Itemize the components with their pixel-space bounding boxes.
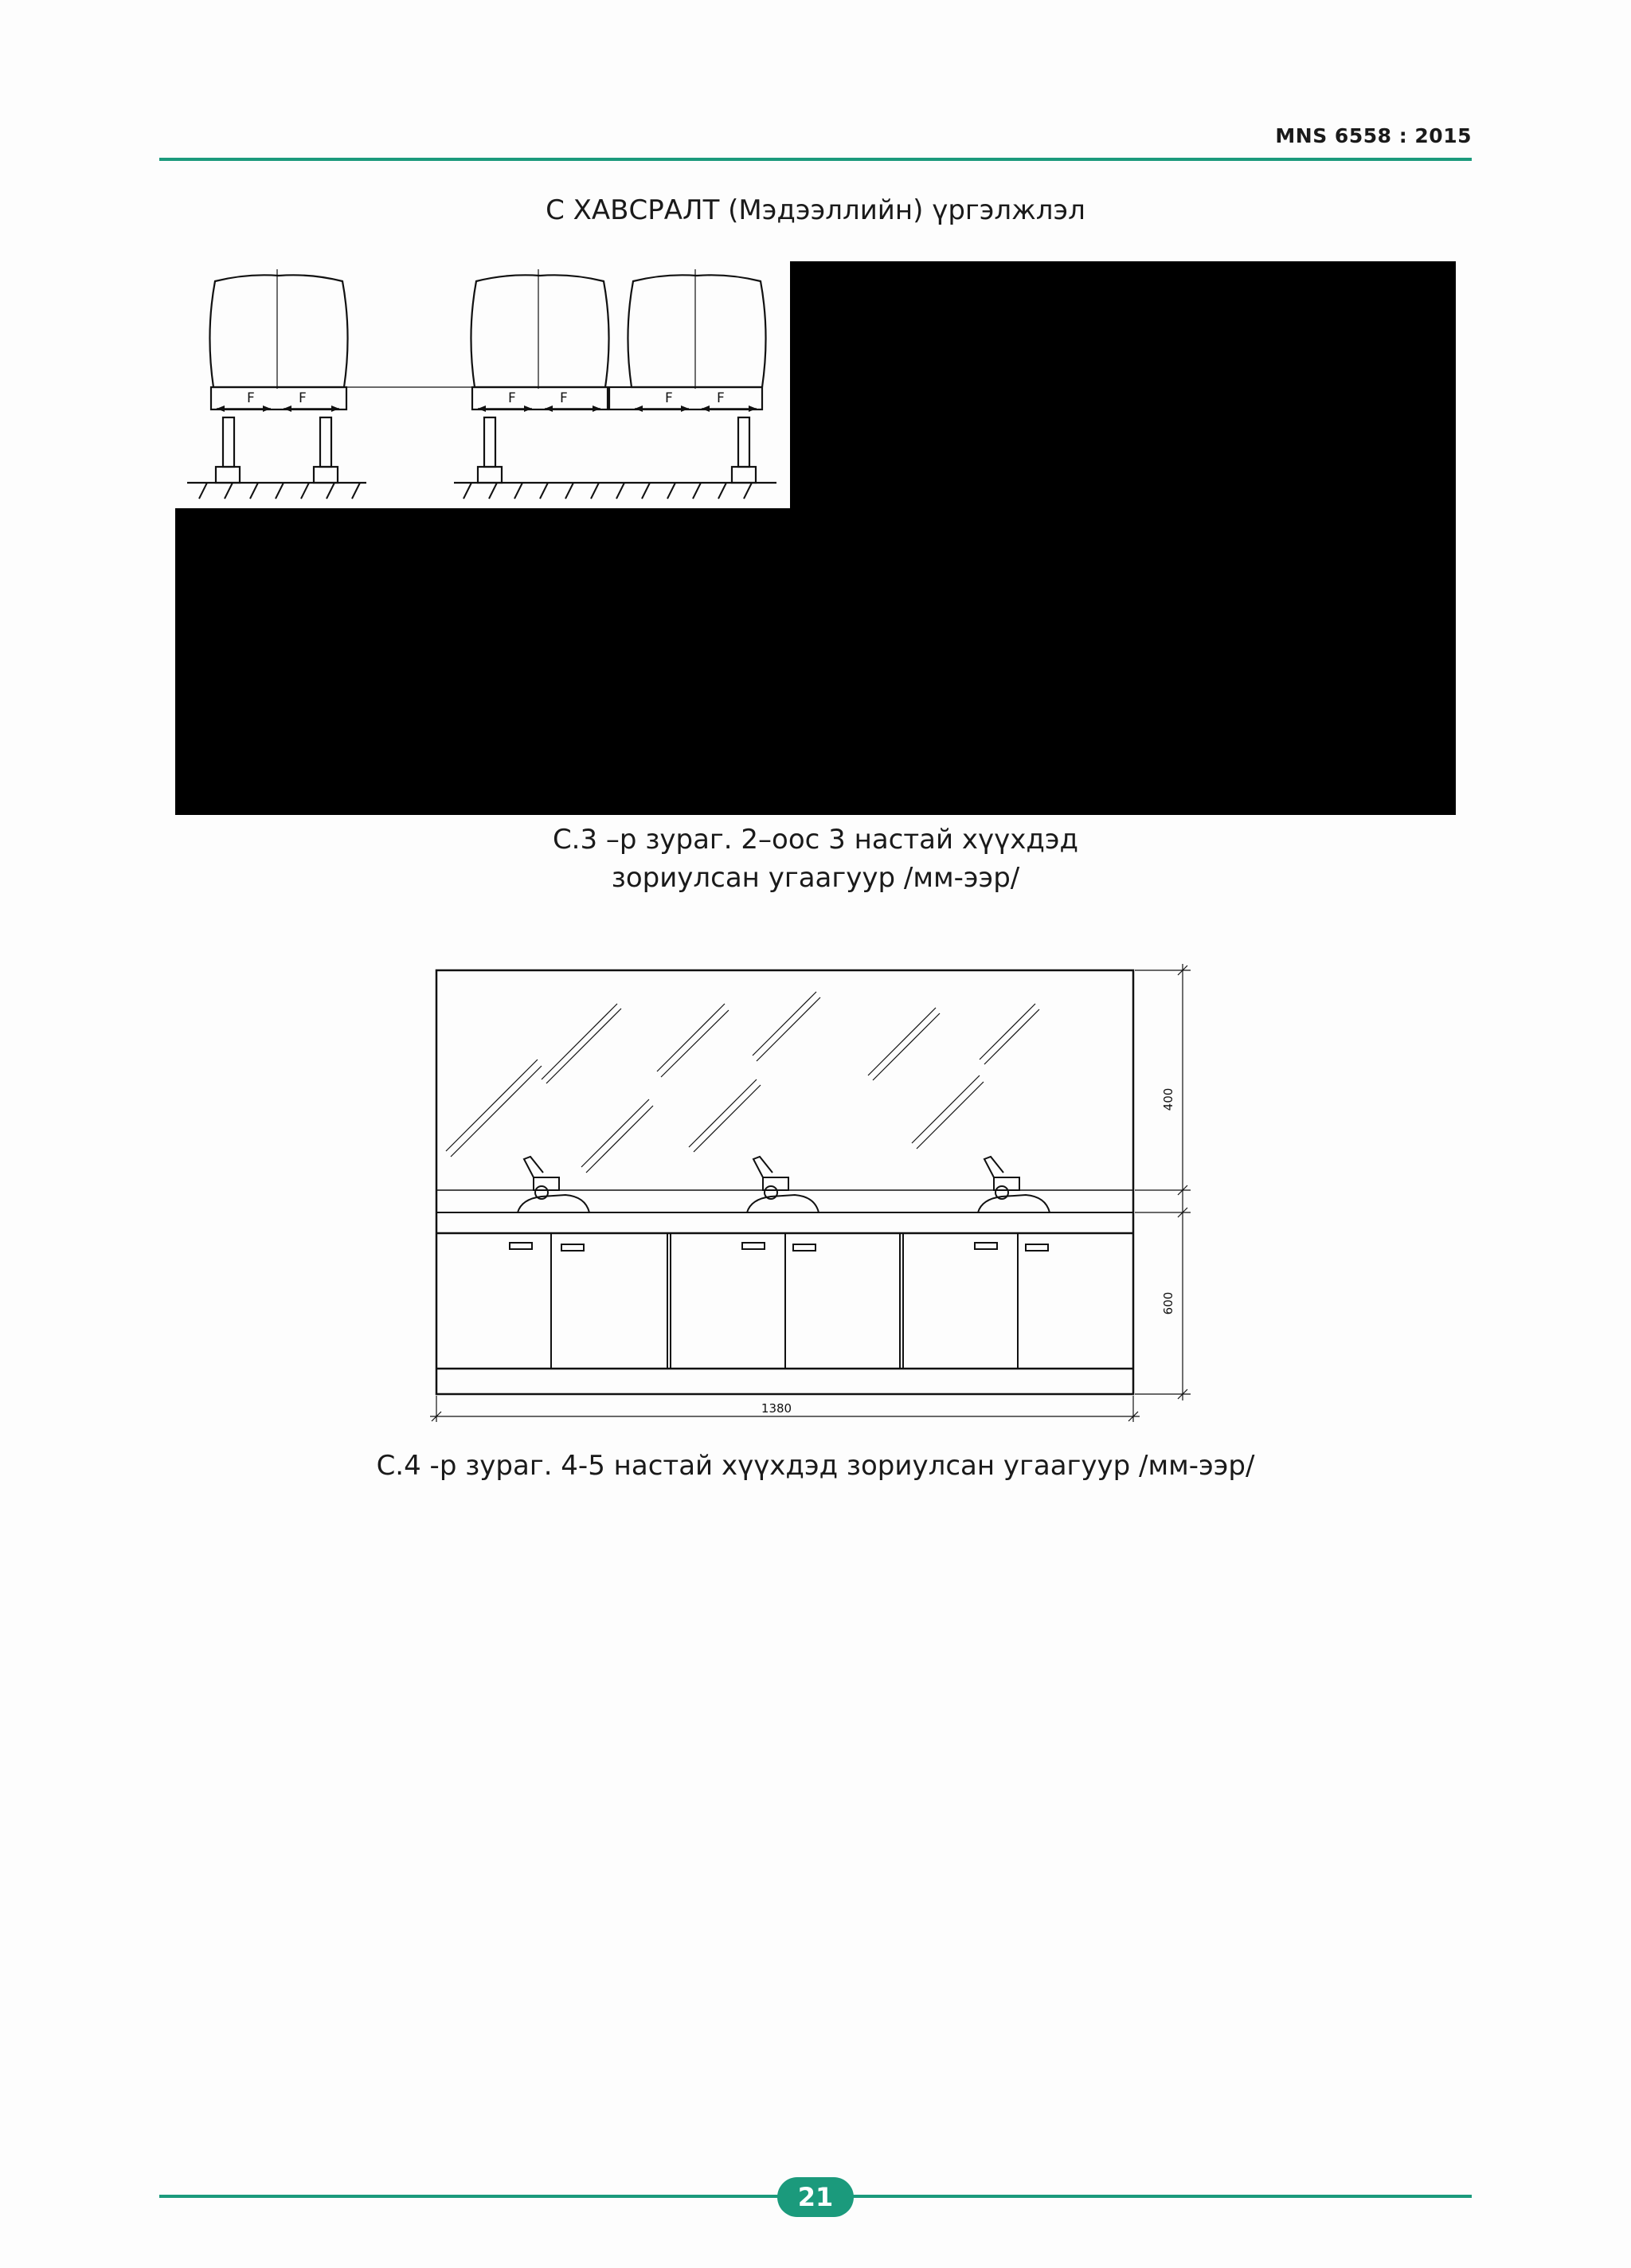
redaction-block [790, 261, 1456, 815]
figure-c3-drawing [175, 261, 1456, 815]
force-label: F [717, 390, 725, 406]
force-label: F [247, 390, 255, 406]
redaction-block [175, 508, 796, 815]
document-code: MNS 6558 : 2015 [1275, 124, 1472, 147]
force-label: F [665, 390, 673, 406]
page-number-badge: 21 [777, 2177, 854, 2217]
seat-2 [471, 269, 608, 483]
footer-rule [159, 2195, 780, 2198]
figure-c3-caption [0, 821, 1631, 897]
seat-1 [209, 269, 347, 483]
figure-c3-caption-line2: зориулсан угаагуур /мм-ээр/ [611, 862, 1020, 894]
dimension-height-top: 400 [1161, 1087, 1175, 1111]
force-label: F [560, 390, 568, 406]
force-label: F [508, 390, 516, 406]
seat-3 [609, 269, 766, 483]
annex-title: С ХАВСРАЛТ (Мэдээллийн) үргэлжлэл [546, 194, 1085, 226]
dimension-width: 1380 [761, 1401, 792, 1416]
figure-c4-drawing [422, 956, 1203, 1434]
footer-rule [851, 2195, 1472, 2198]
figure-c3-caption-line1: С.3 –р зураг. 2–оос 3 настай хүүхдэд [552, 824, 1079, 856]
dimension-height-bottom: 600 [1161, 1291, 1175, 1315]
force-label: F [299, 390, 307, 406]
header-rule [159, 158, 1472, 161]
figure-c4-caption: С.4 -р зураг. 4-5 настай хүүхдэд зориулсан угаагуур /мм-ээр/ [376, 1450, 1255, 1482]
